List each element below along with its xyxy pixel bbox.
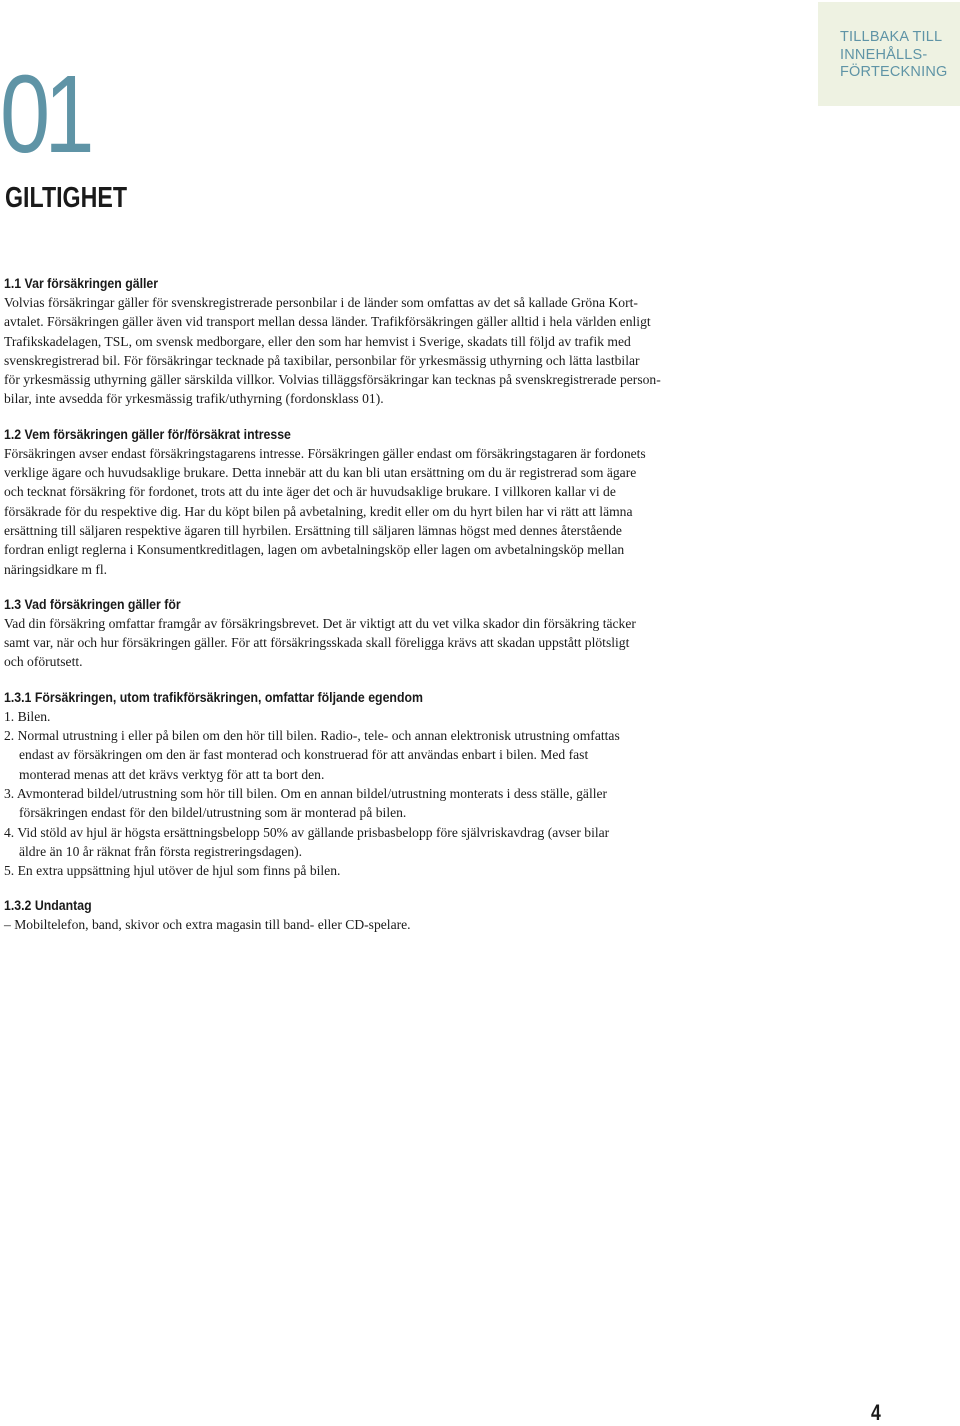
list-item-line: monterad menas att det krävs verktyg för att ta bort den. bbox=[19, 766, 325, 782]
paragraph-line: samt var, när och hur försäkringen gäller. För att försäkringsskada skall föreligga krävs att skadan uppstått plötsligt bbox=[4, 635, 630, 651]
paragraph-line: för yrkesmässig uthyrning gäller särskilda villkor. Volvias tilläggsförsäkringar kan tecknas på svenskregistrerade person- bbox=[4, 372, 661, 388]
section-heading: 1.3.2 Undantag bbox=[4, 897, 92, 914]
paragraph-line: försäkrade för du respektive dig. Har du köpt bilen på avbetalning, kredit eller om du hyrt bilen har vi rätt att lämna bbox=[4, 503, 633, 519]
paragraph-line: näringsidkare m fl. bbox=[4, 561, 108, 577]
chapter-number: 01 bbox=[0, 53, 89, 176]
paragraph-line: fordran enligt reglerna i Konsumentkreditlagen, lagen om avbetalningsköp eller lagen om avbetalningsköp mellan bbox=[4, 542, 625, 558]
list-item-line: 1. Bilen. bbox=[4, 708, 51, 724]
section-1-3 bbox=[4, 595, 734, 672]
list-item-line: endast av försäkringen om den är fast monterad och konstruerad för att användas enbart i bilen. Med fast bbox=[19, 747, 589, 763]
list-item-line: 5. En extra uppsättning hjul utöver de hjul som finns på bilen. bbox=[4, 863, 341, 879]
list-item-line: 4. Vid stöld av hjul är högsta ersättningsbelopp 50% av gällande prisbasbelopp före självriskavdrag (avser bilar bbox=[4, 824, 610, 840]
list-item bbox=[4, 707, 734, 726]
paragraph-line: avtalet. Försäkringen gäller även vid transport mellan dessa länder. Trafikförsäkringen gäller alltid i hela världen enligt bbox=[4, 314, 651, 330]
back-link-line: INNEHÅLLS- bbox=[840, 46, 928, 63]
paragraph-line: verklige ägare och huvudsaklige brukare. Detta innebär att du kan bli utan ersättning om du är registrerad som ägare bbox=[4, 465, 637, 481]
paragraph-line: Försäkringen avser endast försäkringstagarens intresse. Försäkringen gäller endast om försäkringstagaren är fordonets bbox=[4, 445, 646, 461]
section-paragraph bbox=[4, 915, 734, 934]
section-1-2 bbox=[4, 425, 734, 579]
back-link-line: FÖRTECKNING bbox=[840, 64, 948, 80]
paragraph-line: Trafikskadelagen, TSL, om svensk medborgare, eller den som har hemvist i Sverige, skadats till följd av trafik med bbox=[4, 333, 631, 349]
paragraph-line: Volvias försäkringar gäller för svenskregistrerade personbilar i de länder som omfattas av det så kallade Gröna Kort- bbox=[4, 295, 638, 310]
list-item-line: äldre än 10 år räknat från första registreringsdagen). bbox=[19, 843, 303, 859]
page-number: 4 bbox=[871, 1400, 881, 1425]
section-heading: 1.2 Vem försäkringen gäller för/försäkrat intresse bbox=[4, 425, 291, 442]
list-item bbox=[4, 726, 734, 784]
list-item bbox=[4, 861, 734, 880]
back-to-toc-link[interactable] bbox=[818, 2, 960, 106]
document-body bbox=[4, 274, 734, 951]
chapter-title: GILTIGHET bbox=[5, 182, 128, 214]
section-1-1 bbox=[4, 274, 734, 409]
list-item-line: 2. Normal utrustning i eller på bilen om den hör till bilen. Radio-, tele- och annan elektronisk utrustning omfattas bbox=[4, 728, 620, 744]
list-item-line: försäkringen endast för den bildel/utrustning som är monterad på bilen. bbox=[19, 805, 407, 821]
paragraph-line: och tecknat försäkring för fordonet, trots att du inte äger det och är huvudsaklige brukare. I villkoren kallar vi de bbox=[4, 484, 616, 500]
list-item-line: 3. Avmonterad bildel/utrustning som hör till bilen. Om en annan bildel/utrustning monterats i dess ställe, gäller bbox=[4, 785, 608, 801]
property-list bbox=[4, 707, 734, 881]
section-1-3-1 bbox=[4, 688, 734, 881]
section-paragraph bbox=[4, 444, 734, 579]
paragraph-line: Vad din försäkring omfattar framgår av försäkringsbrevet. Det är viktigt att du vet vilka skador din försäkring täcker bbox=[4, 615, 636, 631]
paragraph-line: bilar, inte avsedda för yrkesmässig trafik/uthyrning (fordonsklass 01). bbox=[4, 391, 384, 407]
list-item bbox=[4, 823, 734, 862]
section-paragraph bbox=[4, 614, 734, 672]
paragraph-line: ersättning till säljaren respektive ägaren till hyrbilen. Ersättning till säljaren lämnas högst med dennes återstående bbox=[4, 522, 622, 538]
section-heading: 1.3 Vad försäkringen gäller för bbox=[4, 595, 181, 612]
back-link-line: TILLBAKA TILL bbox=[840, 29, 943, 45]
paragraph-line: svenskregistrerad bil. För försäkringar tecknade på taxibilar, personbilar för yrkesmässig uthyrning och lätta lastbilar bbox=[4, 352, 640, 368]
section-paragraph bbox=[4, 293, 734, 409]
list-item bbox=[4, 784, 734, 823]
paragraph-line: och oförutsett. bbox=[4, 654, 83, 670]
section-1-3-2 bbox=[4, 896, 734, 934]
section-heading: 1.1 Var försäkringen gäller bbox=[4, 275, 159, 291]
section-heading: 1.3.1 Försäkringen, utom trafikförsäkringen, omfattar följande egendom bbox=[4, 688, 423, 705]
paragraph-line: – Mobiltelefon, band, skivor och extra magasin till band- eller CD-spelare. bbox=[4, 917, 411, 933]
